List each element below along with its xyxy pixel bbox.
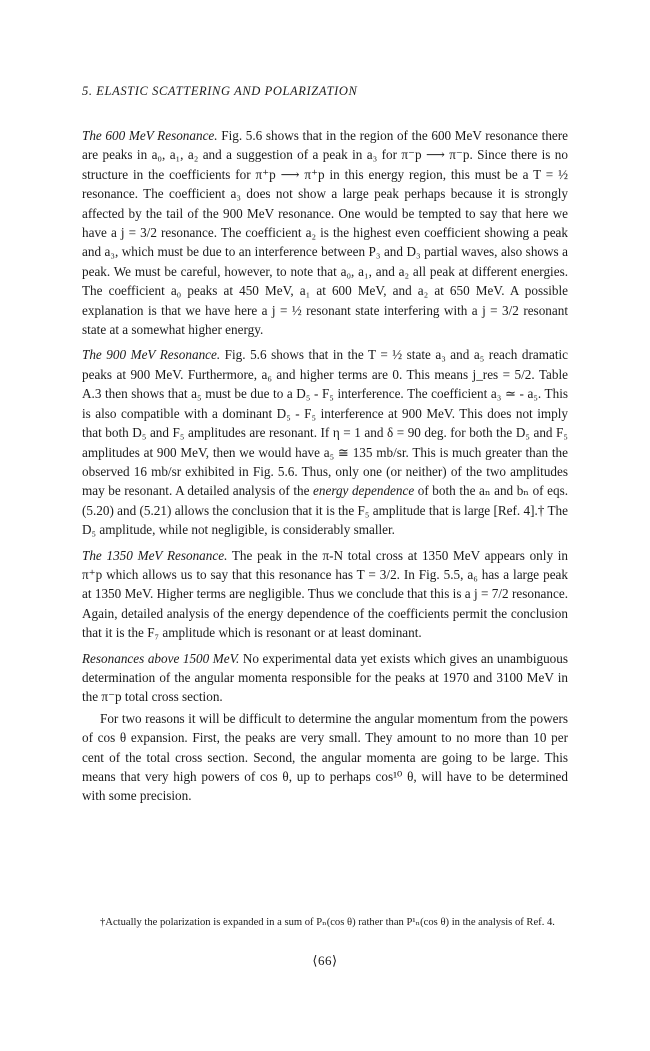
footnote (82, 915, 568, 930)
paragraph-text: Fig. 5.6 shows that in the region of the 600 MeV resonance there are peaks in a₀, a₁, a₂ and a suggestion of a peak in a₃ for π⁻p ⟶ π⁻p. Since there is no structure in the coefficients for π⁺p ⟶ π⁺p in this energy region, this must be a T = ½ resonance. The coefficient a₃ does not show a large peak perhaps because it is strongly affected by the tail of the 900 MeV resonance. One would be tempted to say that here we have a j = 3/2 resonance. The coefficient a₂ is the highest even coefficient showing a peak and a₃, which must be due to an interference between P₃ and D₃ partial waves, also shows a peak. We must be careful, however, to note that a₀, a₁, and a₂ all peak at different energies. The coefficient a₀ peaks at 450 MeV, a₁ at 600 MeV, and a₂ at 650 MeV. A possible explanation is that we have here a j = ½ resonant state interfering with a j = 3/2 resonant state at a somewhat higher energy. (82, 128, 569, 338)
emphasis-text: energy dependence (313, 483, 415, 499)
paragraph-1350-mev-resonance (82, 546, 568, 643)
paragraph-angular-momentum (82, 709, 568, 806)
paragraph-text-continued: of both the aₙ and bₙ of eqs. (5.20) and (5.21) allows the conclusion that it is the F₅ amplitude that is large [Ref. 4].† The D₅ amplitude, while not negligible, is considerably smaller. (82, 483, 568, 538)
footnote-text: †Actually the polarization is expanded in a sum of Pₙ(cos θ) rather than P¹ₙ(cos θ) in the analysis of Ref. 4. (100, 917, 555, 928)
body-text (82, 126, 568, 812)
paragraph-text: The peak in the π-N total cross at 1350 MeV appears only in π⁺p which allows us to say that this resonance has T = 3/2. In Fig. 5.5, a₆ has a large peak at 1350 MeV. Higher terms are negligible. Thus we conclude that this is a j = 7/2 resonance. Again, detailed analysis of the energy dependence of the coefficients permit the conclusion that it is the F₇ amplitude which is resonant or at least dominant. (82, 547, 569, 641)
paragraph-heading: Resonances above 1500 MeV. (82, 650, 240, 666)
paragraph-heading: The 1350 MeV Resonance. (82, 547, 228, 563)
paragraph-600-mev-resonance (82, 126, 568, 339)
paragraph-text: For two reasons it will be difficult to determine the angular momentum from the powers of cos θ expansion. First, the peaks are very small. They amount to no more than 10 per cent of the total cross section. Second, the angular momenta are going to be large. This means that very high powers of cos θ, up to perhaps cos¹⁰ θ, will have to be determined with some precision. (82, 710, 568, 804)
paragraph-resonances-above-1500 (82, 649, 568, 707)
paragraph-text: Fig. 5.6 shows that in the T = ½ state a₃ and a₅ reach dramatic peaks at 900 MeV. Furthermore, a₆ and higher terms are 0. This means j_res = 5/2. Table A.3 then shows that a₅ must be due to a D₅ - F₅ interference. The coefficient a₃ ≃ - a₅. This is also compatible with a dominant D₅ - F₅ interference at 900 MeV. This does not imply that both D₅ and F₅ amplitudes are resonant. If η = 1 and δ = 90 deg. for both the D₅ and F₅ amplitudes at 900 MeV, then we would have a₅ ≅ 135 mb/sr. This is much greater than the observed 16 mb/sr exhibited in Fig. 5.6. Thus, only one (or neither) of the two amplitudes may be resonant. A detailed analysis of the (82, 347, 568, 499)
paragraph-900-mev-resonance (82, 345, 568, 539)
running-head: 5. ELASTIC SCATTERING AND POLARIZATION (82, 84, 358, 98)
page-number: ⟨66⟩ (312, 953, 338, 968)
paragraph-text: No experimental data yet exists which gives an unambiguous determination of the angular momenta responsible for the peaks at 1970 and 3100 MeV in the π⁻p total cross section. (82, 650, 568, 705)
paragraph-heading: The 900 MeV Resonance. (82, 347, 221, 363)
paragraph-heading: The 600 MeV Resonance. (82, 128, 218, 143)
